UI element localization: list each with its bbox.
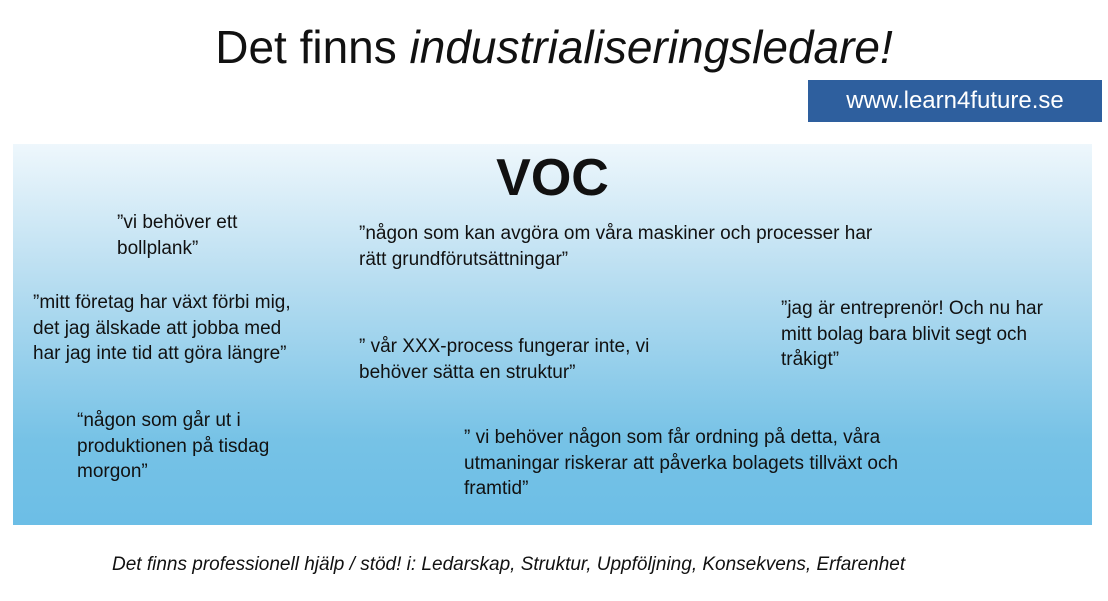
page-title bbox=[0, 18, 1108, 76]
quote-bollplank: ”vi behöver ett bollplank” bbox=[117, 212, 238, 259]
quote-produktionen: “någon som går ut i produktionen på tisdag morgon” bbox=[77, 410, 270, 482]
quote-entreprenor: ”jag är entreprenör! Och nu har mitt bolag bara blivit segt och tråkigt” bbox=[781, 298, 1043, 370]
quote-process: ” vår XXX-process fungerar inte, vi behöver sätta en struktur” bbox=[359, 336, 650, 383]
title-italic: industrialiseringsledare! bbox=[409, 21, 893, 73]
quote-ordning: ” vi behöver någon som får ordning på detta, våra utmaningar riskerar att påverka bolagets tillväxt och framtid” bbox=[464, 427, 899, 499]
footer-text: Det finns professionell hjälp / stöd! i: Ledarskap, Struktur, Uppföljning, Konsekvens, Erfarenhet bbox=[112, 554, 906, 575]
quote-maskiner: ”någon som kan avgöra om våra maskiner och processer har rätt grundförutsättningar” bbox=[359, 223, 873, 270]
voc-panel bbox=[13, 144, 1092, 525]
quote-vaxt-forbi: ”mitt företag har växt förbi mig, det jag älskade att jobba med har jag inte tid att göra längre” bbox=[33, 292, 291, 364]
title-plain: Det finns bbox=[215, 21, 410, 73]
voc-heading: VOC bbox=[496, 149, 609, 207]
website-link[interactable]: www.learn4future.se bbox=[808, 80, 1102, 122]
